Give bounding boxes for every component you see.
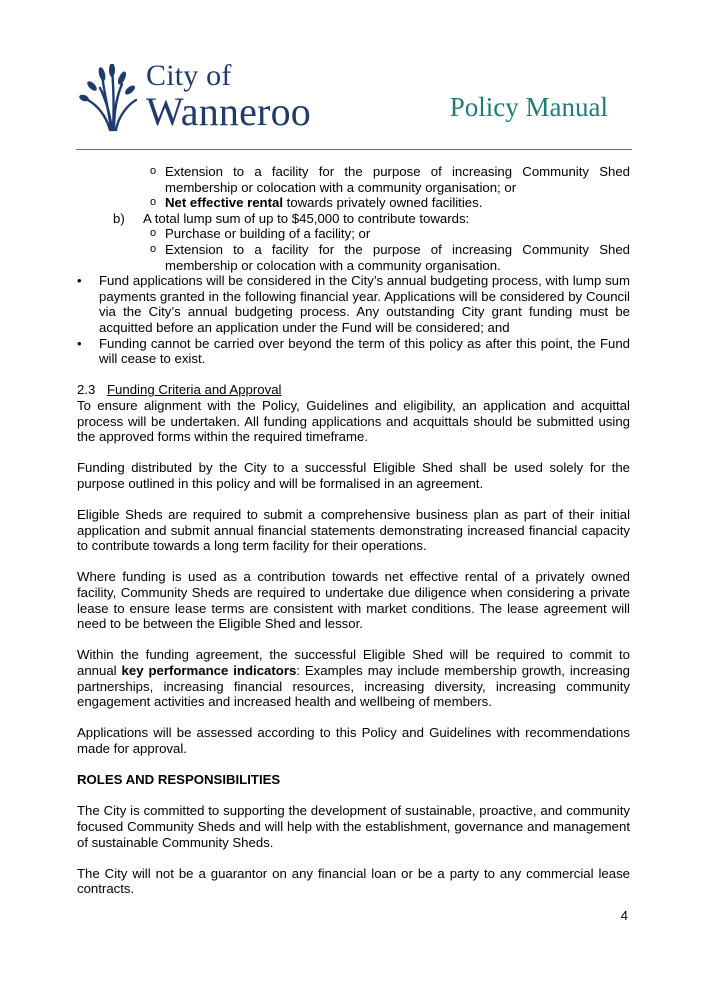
bullet-text: Funding cannot be carried over beyond the term of this policy as after this point, the Fund will cease to exist. [99, 335, 630, 367]
list-item [77, 195, 630, 211]
paragraph: The City will not be a guarantor on any financial loan or be a party to any commercial lease contracts. [77, 865, 630, 897]
list-item-text: Purchase or building of a facility; or [165, 226, 371, 242]
grass-tree-logo-icon [76, 64, 140, 132]
list-item [77, 242, 630, 273]
circle-bullet-icon: o [149, 165, 157, 177]
section-number: 2.3 [77, 382, 96, 398]
list-item [77, 226, 630, 242]
paragraph: The City is committed to supporting the development of sustainable, proactive, and community focused Community Sheds and will help with the establishment, governance and management of sustainable Community Sheds. [77, 803, 630, 850]
section-title: Funding Criteria and Approval [107, 382, 282, 398]
list-item-text: Extension to a facility for the purpose of increasing Community Shed membership or colocation with a community organisation; or [165, 164, 630, 195]
key-performance-indicators-bold: key performance indicators [121, 663, 297, 678]
net-effective-rental-bold: Net effective rental [165, 195, 283, 211]
page-number: 4 [620, 908, 628, 923]
bullet-dot-icon: • [77, 273, 82, 289]
paragraph [77, 647, 630, 709]
circle-bullet-icon: o [149, 242, 157, 255]
bullet-item [77, 336, 630, 367]
list-item-text: Extension to a facility for the purpose of increasing Community Shed membership or colocation with a community organisation. [165, 241, 630, 273]
list-item [77, 211, 630, 227]
paragraph: Applications will be assessed according to this Policy and Guidelines with recommendations made for approval. [77, 725, 630, 756]
list-item [77, 164, 630, 195]
bullet-text: Fund applications will be considered in the City’s annual budgeting process, with lump sum payments granted in the following financial year. Applications will be considered by Council via the City’s annual budgeting process. Any outstanding City grant funding must be acquitted before an application under the Fund will be considered; and [99, 273, 630, 335]
logo-text-city-of: City of [146, 59, 232, 92]
policy-manual-title: Policy Manual [449, 92, 608, 122]
header-divider [76, 149, 632, 150]
list-item-rest: towards privately owned facilities. [283, 195, 483, 211]
paragraph: Funding distributed by the City to a successful Eligible Shed shall be used solely for the purpose outlined in this policy and will be formalised in an agreement. [77, 460, 630, 491]
paragraph: Where funding is used as a contribution towards net effective rental of a privately owned facility, Community Sheds are required to undertake due diligence when considering a private lease to ensure lease terms are consistent with market conditions. The lease agreement will need to be between the Eligible Shed and lessor. [77, 569, 630, 632]
bullet-dot-icon: • [77, 335, 82, 351]
city-logo [76, 59, 336, 134]
list-item-text: A total lump sum of up to $45,000 to contribute towards: [143, 210, 470, 226]
circle-bullet-icon: o [149, 196, 157, 209]
bullet-item [77, 273, 630, 335]
list-item-text [165, 195, 630, 211]
section-heading [77, 382, 630, 398]
roles-heading: ROLES AND RESPONSIBILITIES [77, 772, 281, 788]
list-label-b: b) [113, 210, 125, 226]
paragraph-end: : Examples may include membership growth, increasing partnerships, increasing financial resources, increasing diversity, increasing community engagement activities and increased health and wellbeing of members. [77, 663, 630, 710]
circle-bullet-icon: o [149, 227, 157, 240]
paragraph: To ensure alignment with the Policy, Guidelines and eligibility, an application and acquittal process will be undertaken. All funding applications and acquittals should be submitted using the approved forms within the required timeframe. [77, 397, 630, 445]
paragraph: Eligible Sheds are required to submit a comprehensive business plan as part of their initial application and submit annual financial statements demonstrating increased financial capacity to contribute towards a long term facility for their operations. [77, 507, 630, 554]
document-body [77, 164, 630, 897]
logo-text-wanneroo: Wanneroo [146, 89, 311, 134]
paragraph-start: Within the funding agreement, the successful Eligible Shed will be required to commit to annual [77, 647, 630, 678]
